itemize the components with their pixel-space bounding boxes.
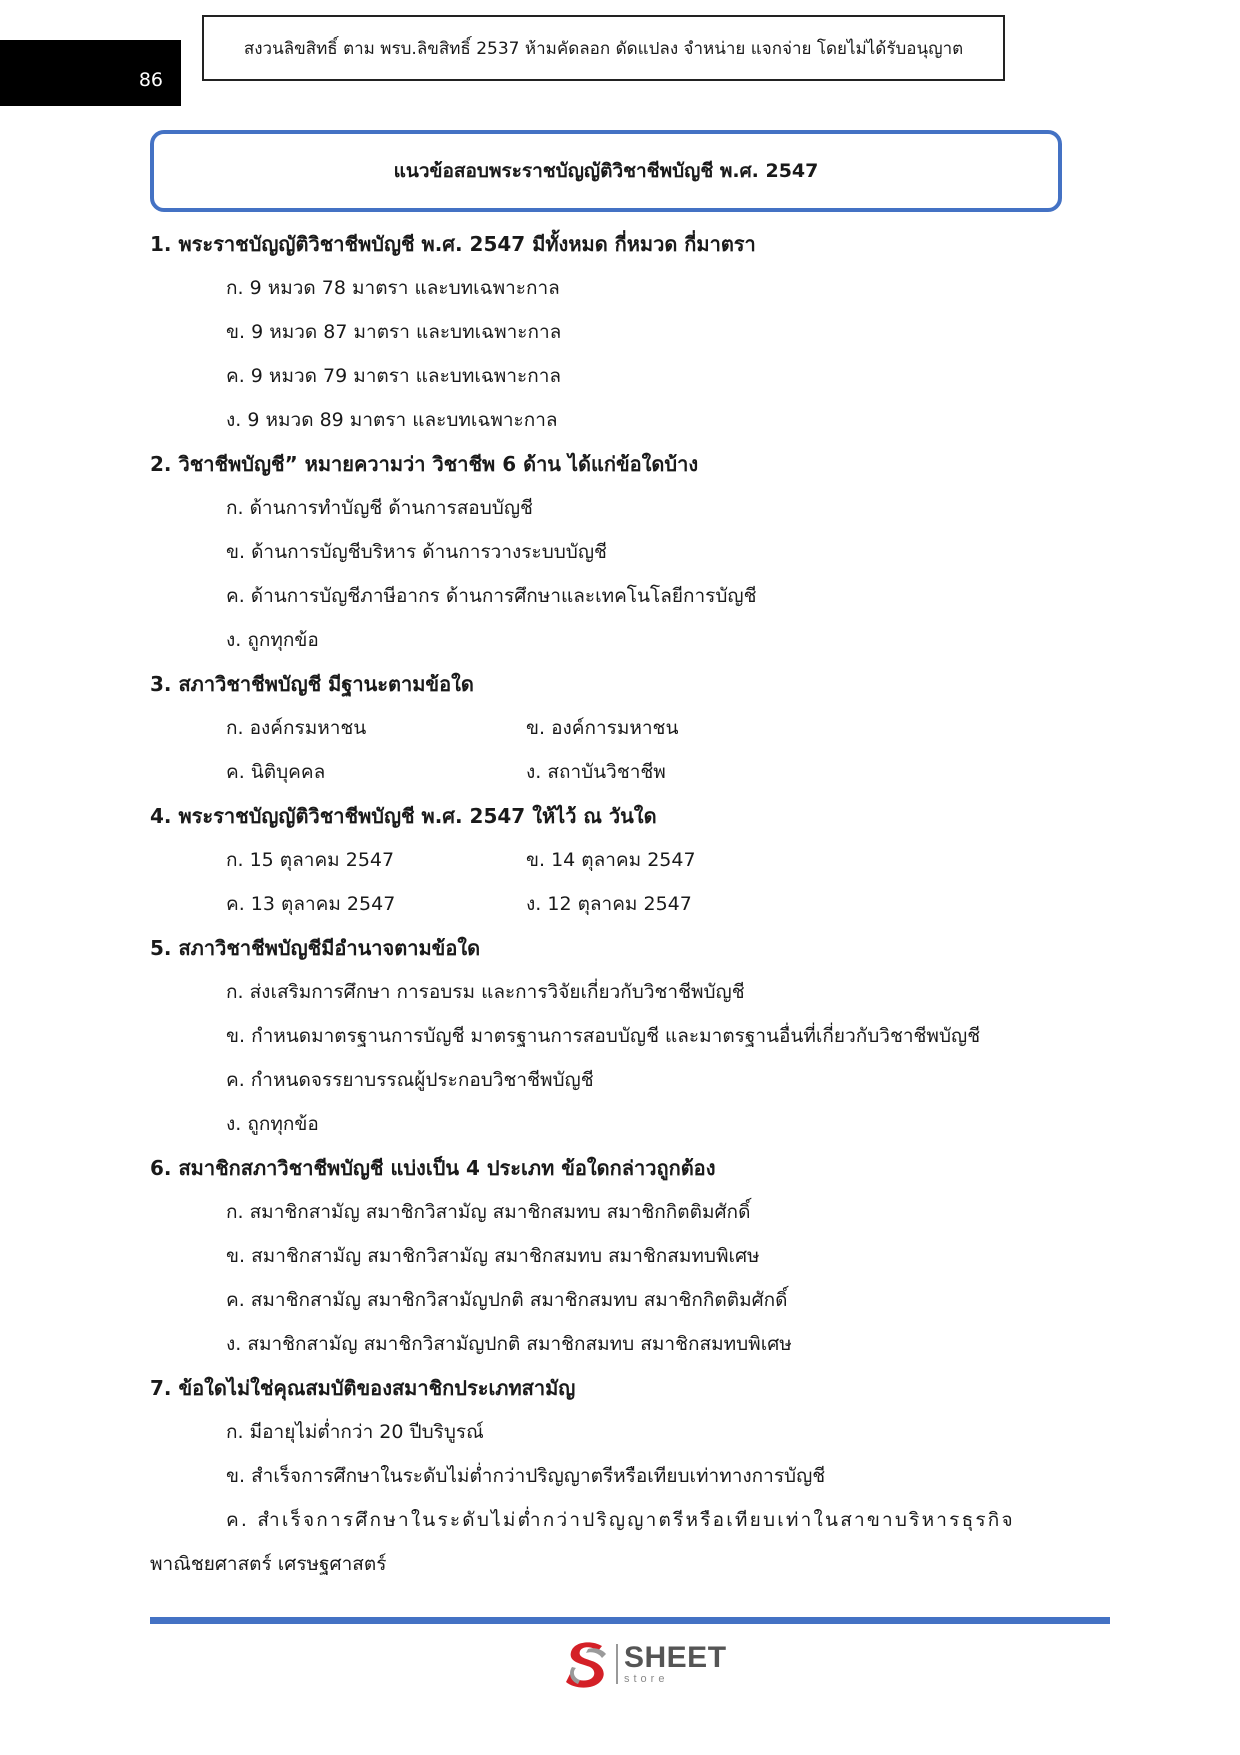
question-text: 2. วิชาชีพบัญชี” หมายความว่า วิชาชีพ 6 ด้าน ได้แก่ข้อใดบ้าง <box>150 452 699 476</box>
option-b: ข. 14 ตุลาคม 2547 <box>526 849 696 871</box>
question-2 <box>150 442 1080 662</box>
option-c: ค. สมาชิกสามัญ สมาชิกวิสามัญปกติ สมาชิกสมทบ สมาชิกกิตติมศักดิ์ <box>226 1289 788 1311</box>
sheet-store-logo-icon <box>562 1638 612 1690</box>
option-c: ค. สำเร็จการศึกษาในระดับไม่ต่ำกว่าปริญญาตรีหรือเทียบเท่าในสาขาบริหารธุรกิจ <box>226 1509 1015 1531</box>
option-d: ง. 12 ตุลาคม 2547 <box>526 893 692 915</box>
question-4 <box>150 794 1080 926</box>
option-a: ก. ส่งเสริมการศึกษา การอบรม และการวิจัยเกี่ยวกับวิชาชีพบัญชี <box>226 981 745 1003</box>
question-7 <box>150 1366 1080 1586</box>
question-text: 4. พระราชบัญญัติวิชาชีพบัญชี พ.ศ. 2547 ให้ไว้ ณ วันใด <box>150 804 657 828</box>
option-d: ง. สมาชิกสามัญ สมาชิกวิสามัญปกติ สมาชิกสมทบ สมาชิกสมทบพิเศษ <box>226 1333 792 1355</box>
option-row <box>150 750 1080 794</box>
option-b: ข. 9 หมวด 87 มาตรา และบทเฉพาะกาล <box>226 321 562 343</box>
question-list <box>150 222 1080 1586</box>
option-row <box>150 882 1080 926</box>
option-c: ค. 9 หมวด 79 มาตรา และบทเฉพาะกาล <box>226 365 562 387</box>
copyright-text: สงวนลิขสิทธิ์ ตาม พรบ.ลิขสิทธิ์ 2537 ห้ามคัดลอก ดัดแปลง จำหน่าย แจกจ่าย โดยไม่ได้รับอนุญาต <box>243 38 964 59</box>
question-text: 6. สมาชิกสภาวิชาชีพบัญชี แบ่งเป็น 4 ประเภท ข้อใดกล่าวถูกต้อง <box>150 1156 716 1180</box>
copyright-notice <box>202 15 1005 81</box>
option-c-continuation: พาณิชยศาสตร์ เศรษฐศาสตร์ <box>150 1553 387 1575</box>
logo-separator <box>616 1644 618 1684</box>
option-a: ก. มีอายุไม่ต่ำกว่า 20 ปีบริบูรณ์ <box>226 1421 484 1443</box>
option-d: ง. 9 หมวด 89 มาตรา และบทเฉพาะกาล <box>226 409 558 431</box>
page-title-box <box>150 130 1062 212</box>
option-b: ข. องค์การมหาชน <box>526 717 679 739</box>
page-number <box>0 40 181 106</box>
option-b: ข. สมาชิกสามัญ สมาชิกวิสามัญ สมาชิกสมทบ สมาชิกสมทบพิเศษ <box>226 1245 760 1267</box>
option-d: ง. สถาบันวิชาชีพ <box>526 761 666 783</box>
question-text: 7. ข้อใดไม่ใช่คุณสมบัติของสมาชิกประเภทสามัญ <box>150 1376 576 1400</box>
option-c: ค. ด้านการบัญชีภาษีอากร ด้านการศึกษาและเทคโนโลยีการบัญชี <box>226 585 757 607</box>
option-row <box>150 838 1080 882</box>
option-c: ค. 13 ตุลาคม 2547 <box>226 893 396 915</box>
option-c: ค. นิติบุคคล <box>226 761 326 783</box>
logo-name: SHEET <box>624 1641 727 1674</box>
question-text: 3. สภาวิชาชีพบัญชี มีฐานะตามข้อใด <box>150 672 474 696</box>
option-a: ก. องค์กรมหาชน <box>226 717 367 739</box>
option-d: ง. ถูกทุกข้อ <box>226 1113 319 1135</box>
question-5 <box>150 926 1080 1146</box>
question-3 <box>150 662 1080 794</box>
option-a: ก. 15 ตุลาคม 2547 <box>226 849 395 871</box>
page-number-text: 86 <box>138 69 163 91</box>
option-b: ข. กำหนดมาตรฐานการบัญชี มาตรฐานการสอบบัญชี และมาตรฐานอื่นที่เกี่ยวกับวิชาชีพบัญชี <box>226 1025 981 1047</box>
option-a: ก. สมาชิกสามัญ สมาชิกวิสามัญ สมาชิกสมทบ สมาชิกกิตติมศักดิ์ <box>226 1201 751 1223</box>
footer-divider <box>150 1617 1110 1624</box>
option-a: ก. 9 หมวด 78 มาตรา และบทเฉพาะกาล <box>226 277 560 299</box>
option-a: ก. ด้านการทำบัญชี ด้านการสอบบัญชี <box>226 497 533 519</box>
option-b: ข. สำเร็จการศึกษาในระดับไม่ต่ำกว่าปริญญาตรีหรือเทียบเท่าทางการบัญชี <box>226 1465 826 1487</box>
question-1 <box>150 222 1080 442</box>
question-6 <box>150 1146 1080 1366</box>
question-text: 5. สภาวิชาชีพบัญชีมีอำนาจตามข้อใด <box>150 936 481 960</box>
logo-subtitle: store <box>624 1673 669 1685</box>
option-d: ง. ถูกทุกข้อ <box>226 629 319 651</box>
question-text: 1. พระราชบัญญัติวิชาชีพบัญชี พ.ศ. 2547 มีทั้งหมด กี่หมวด กี่มาตรา <box>150 232 756 256</box>
option-c: ค. กำหนดจรรยาบรรณผู้ประกอบวิชาชีพบัญชี <box>226 1069 594 1091</box>
option-row <box>150 706 1080 750</box>
logo-text <box>624 1643 727 1685</box>
sheet-store-logo <box>562 1636 742 1692</box>
option-b: ข. ด้านการบัญชีบริหาร ด้านการวางระบบบัญชี <box>226 541 607 563</box>
page-title: แนวข้อสอบพระราชบัญญัติวิชาชีพบัญชี พ.ศ. 2547 <box>393 160 819 182</box>
